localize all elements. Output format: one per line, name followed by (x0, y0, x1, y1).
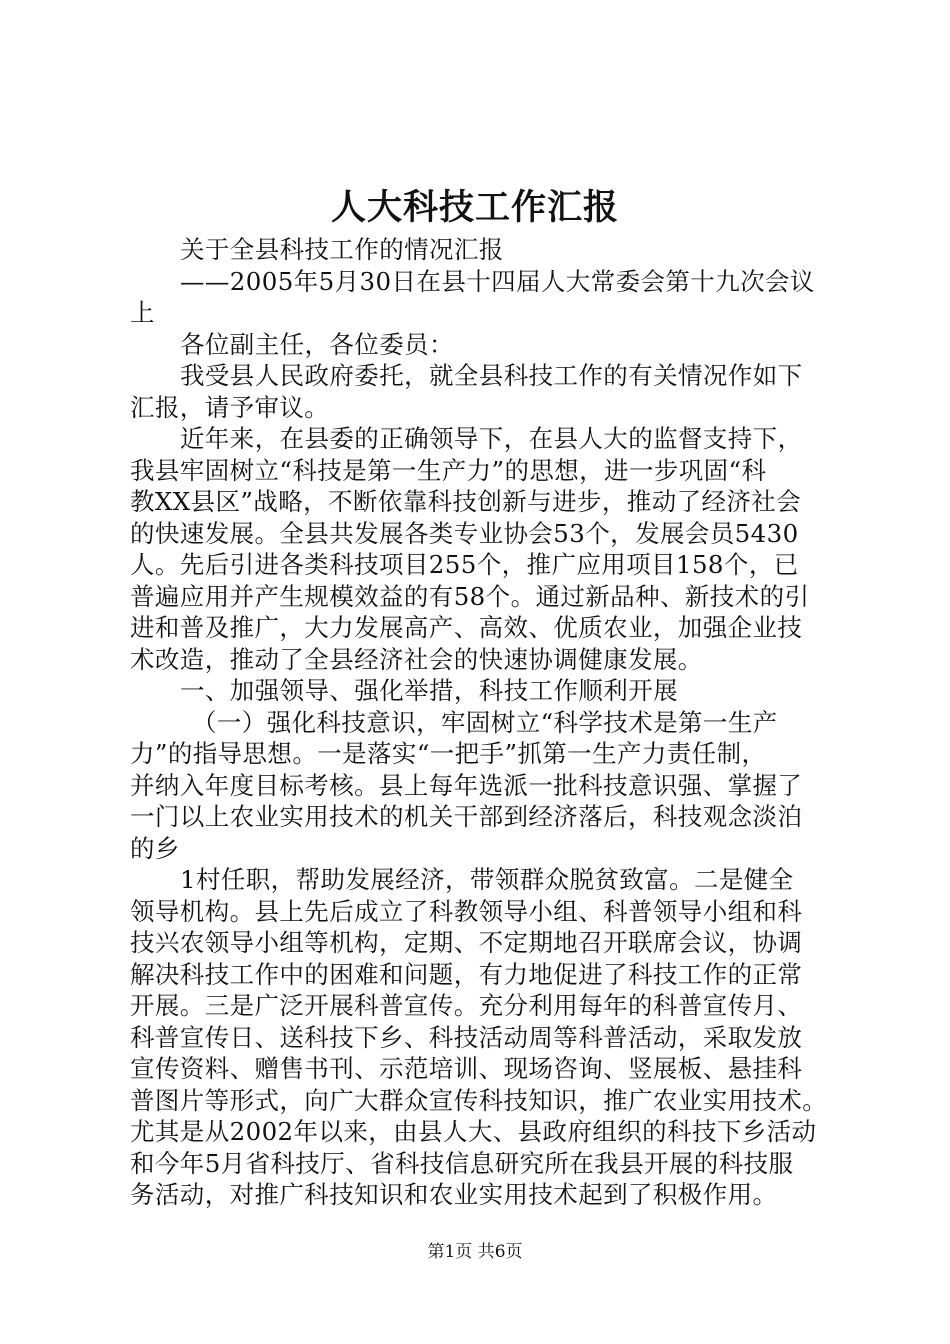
paragraph-line: 尤其是从2002年以来，由县人大、县政府组织的科技下乡活动 (130, 1117, 817, 1146)
paragraph-line: 解决科技工作中的困难和问题，有力地促进了科技工作的正常 (130, 959, 803, 989)
meeting-line: ——2005年5月30日在县十四届人大常委会第十九次会议 (180, 266, 815, 296)
paragraph-line: 汇报，请予审议。 (130, 392, 330, 422)
paragraph-line: 的乡 (130, 833, 180, 863)
paragraph-line: 我县牢固树立“科技是第一生产力”的思想，进一步巩固“科 (130, 455, 767, 485)
paragraph-line: 的快速发展。全县共发展各类专业协会53个，发展会员5430 (130, 518, 799, 548)
page-number-footer: 第1页 共6页 (427, 1242, 523, 1262)
paragraph-line: 我受县人民政府委托，就全县科技工作的有关情况作如下 (180, 361, 803, 390)
paragraph-line: 近年来，在县委的正确领导下，在县人大的监督支持下， (180, 424, 803, 453)
paragraph-line: 务活动，对推广科技知识和农业实用技术起到了积极作用。 (130, 1180, 778, 1209)
paragraph-line: 普遍应用并产生规模效益的有58个。通过新品种、新技术的引 (130, 581, 810, 611)
paragraph-line: 领导机构。县上先后成立了科教领导小组、科普领导小组和科 (130, 896, 803, 926)
paragraph-line: 技兴农领导小组等机构，定期、不定期地召开联席会议，协调 (130, 928, 803, 957)
paragraph-line: 力”的指导思想。一是落实“一把手”抓第一生产力责任制， (130, 739, 767, 768)
paragraph-line: 进和普及推广，大力发展高产、高效、优质农业，加强企业技 (130, 613, 803, 642)
paragraph-line: 术改造，推动了全县经济社会的快速协调健康发展。 (130, 644, 703, 674)
paragraph-line: 宣传资料、赠售书刊、示范培训、现场咨询、竖展板、悬挂科 (130, 1054, 803, 1083)
paragraph-line: 开展。三是广泛开展科普宣传。充分利用每年的科普宣传月、 (130, 991, 803, 1020)
document-body (130, 234, 830, 1211)
subtitle-line: 关于全县科技工作的情况汇报 (180, 235, 504, 264)
salutation-line: 各位副主任，各位委员： (180, 329, 454, 359)
paragraph-line: 人。先后引进各类科技项目255个，推广应用项目158个，已 (130, 550, 799, 579)
paragraph-line: 普图片等形式，向广大群众宣传科技知识，推广农业实用技术。 (130, 1085, 828, 1115)
paragraph-line: 并纳入年度目标考核。县上每年选派一批科技意识强、掌握了 (130, 770, 803, 800)
paragraph-line: 一门以上农业实用技术的机关干部到经济落后，科技观念淡泊 (130, 802, 803, 831)
paragraph-line: 1村任职，帮助发展经济，带领群众脱贫致富。二是健全 (180, 865, 794, 894)
document-title: 人大科技工作汇报 (330, 187, 619, 228)
paragraph-line: 科普宣传日、送科技下乡、科技活动周等科普活动，采取发放 (130, 1022, 803, 1052)
paragraph-line: 和今年5月省科技厅、省科技信息研究所在我县开展的科技服 (130, 1148, 794, 1178)
meeting-line-continued: 上 (130, 298, 155, 327)
section-heading: 一、加强领导、强化举措，科技工作顺利开展 (180, 676, 678, 705)
subsection-line: （一）强化科技意识，牢固树立“科学技术是第一生产 (192, 707, 778, 737)
paragraph-line: 教XX县区”战略，不断依靠科技创新与进步，推动了经济社会 (130, 487, 802, 516)
